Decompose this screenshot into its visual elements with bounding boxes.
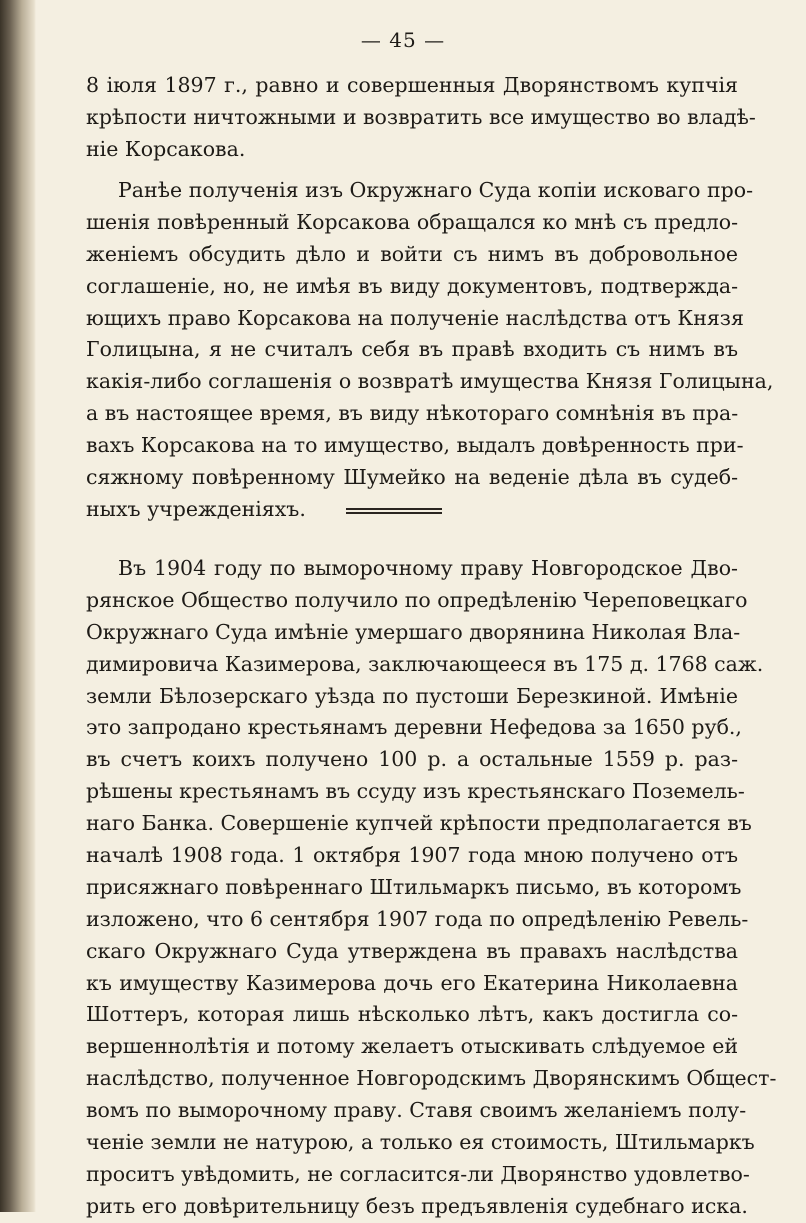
text-line: какія-либо соглашенія о возвратѣ имущества Князя Голицына, xyxy=(86,369,774,394)
text-line: вершеннолѣтія и потому желаетъ отыскивать слѣдуемое ей xyxy=(86,1034,738,1059)
paragraph-continuation xyxy=(86,70,756,166)
text-line: изложено, что 6 сентября 1907 года по опредѣленію Ревель- xyxy=(86,906,749,931)
text-line: земли Бѣлозерскаго уѣзда по пустоши Березкиной. Имѣніе xyxy=(86,683,738,708)
text-line: началѣ 1908 года. 1 октября 1907 года мною получено отъ xyxy=(86,843,738,868)
text-line: вахъ Корсакова на то имущество, выдалъ довѣренность при- xyxy=(86,433,744,458)
text-line: къ имуществу Казимерова дочь его Екатерина Николаевна xyxy=(86,970,738,995)
text-line: рить его довѣрительницу безъ предъявленія судебнаго иска. xyxy=(86,1193,748,1218)
text-line: шенія повѣренный Корсакова обращался ко мнѣ съ предло- xyxy=(86,209,738,234)
text-line: сяжному повѣренному Шумейко на веденіе дѣла въ судеб- xyxy=(86,465,738,490)
text-line: присяжнаго повѣреннаго Штильмаркъ письмо, въ которомъ xyxy=(86,874,742,899)
paragraph-kazimerov xyxy=(86,553,777,1223)
text-line: димировича Казимерова, заключающееся въ 175 д. 1768 саж. xyxy=(86,651,764,676)
text-line: Ранѣе полученія изъ Окружнаго Суда копіи исковаго про- xyxy=(118,178,754,202)
text-line: 8 іюля 1897 г., равно и совершенныя Дворянствомъ купчія xyxy=(86,73,738,97)
text-line: ющихъ право Корсакова на полученіе наслѣдства отъ Князя xyxy=(86,305,744,330)
text-line: женіемъ обсудить дѣло и войти съ нимъ въ добровольное xyxy=(86,241,738,266)
book-spine-shadow xyxy=(0,0,36,1212)
text-line: Въ 1904 году по выморочному праву Новгородское Дво- xyxy=(118,556,738,580)
text-line: проситъ увѣдомить, не согласится-ли Дворянство удовлетво- xyxy=(86,1161,750,1186)
text-line: ченіе земли не натурою, а только ея стоимость, Штильмаркъ xyxy=(86,1130,755,1155)
text-line: скаго Окружнаго Суда утверждена въ правахъ наслѣдства xyxy=(86,938,738,963)
text-line: Шоттеръ, которая лишь нѣсколько лѣтъ, какъ достигла со- xyxy=(86,1002,738,1027)
text-line: наслѣдство, полученное Новгородскимъ Дворянскимъ Общест- xyxy=(86,1066,777,1091)
divider-rule xyxy=(346,508,442,510)
text-line: соглашеніе, но, не имѣя въ виду документовъ, подтвержда- xyxy=(86,273,738,298)
paragraph-korsakov xyxy=(86,175,774,526)
text-line: ныхъ учрежденіяхъ. xyxy=(86,496,306,521)
text-line: въ счетъ коихъ получено 100 р. а остальные 1559 р. раз- xyxy=(86,747,738,772)
text-line: Окружнаго Суда имѣніе умершаго дворянина Николая Вла- xyxy=(86,619,741,644)
text-line: ніе Корсакова. xyxy=(86,136,246,161)
divider-rule xyxy=(346,512,442,514)
text-line: рянское Общество получило по опредѣленію Череповецкаго xyxy=(86,587,748,612)
text-line: а въ настоящее время, въ виду нѣкотораго сомнѣнія въ пра- xyxy=(86,401,739,426)
section-divider xyxy=(346,508,442,514)
page-number: — 45 — xyxy=(360,28,446,52)
text-line: это запродано крестьянамъ деревни Нефедова за 1650 руб., xyxy=(86,715,742,740)
text-line: рѣшены крестьянамъ въ ссуду изъ крестьянскаго Поземель- xyxy=(86,779,745,804)
text-line: наго Банка. Совершеніе купчей крѣпости предполагается въ xyxy=(86,811,752,836)
text-line: крѣпости ничтожными и возвратить все имущество во владѣ- xyxy=(86,104,756,129)
text-line: вомъ по выморочному праву. Ставя своимъ желаніемъ полу- xyxy=(86,1098,747,1123)
text-line: Голицына, я не считалъ себя въ правѣ входить съ нимъ въ xyxy=(86,337,738,362)
